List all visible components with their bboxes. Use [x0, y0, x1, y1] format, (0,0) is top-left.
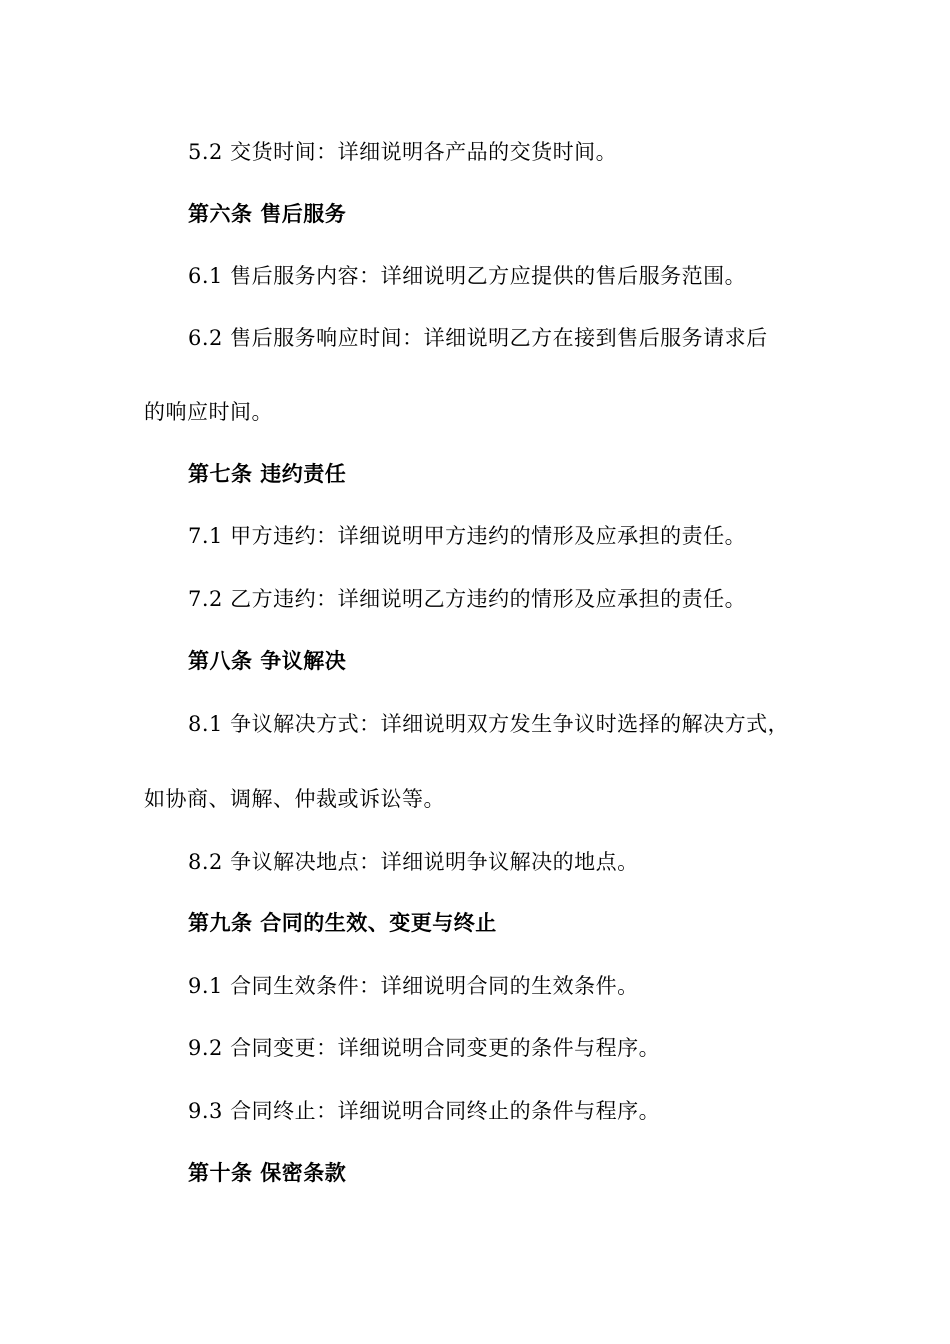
clause-7-2: 7.2 乙方违约：详细说明乙方违约的情形及应承担的责任。	[188, 587, 747, 611]
article-8-heading: 第八条 争议解决	[188, 648, 347, 673]
article-7-heading: 第七条 违约责任	[188, 461, 347, 486]
clause-9-1: 9.1 合同生效条件：详细说明合同的生效条件。	[188, 974, 639, 998]
clause-9-3: 9.3 合同终止：详细说明合同终止的条件与程序。	[188, 1099, 661, 1123]
clause-9-2: 9.2 合同变更：详细说明合同变更的条件与程序。	[188, 1036, 661, 1060]
article-10-heading: 第十条 保密条款	[188, 1160, 347, 1185]
article-9-heading: 第九条 合同的生效、变更与终止	[188, 910, 497, 935]
clause-5-2: 5.2 交货时间：详细说明各产品的交货时间。	[188, 140, 618, 164]
clause-6-2-continued: 的响应时间。	[144, 400, 273, 424]
clause-7-1: 7.1 甲方违约：详细说明甲方违约的情形及应承担的责任。	[188, 524, 747, 548]
clause-8-1: 8.1 争议解决方式：详细说明双方发生争议时选择的解决方式，	[188, 712, 790, 736]
clause-8-1-continued: 如协商、调解、仲裁或诉讼等。	[144, 787, 445, 811]
article-6-heading: 第六条 售后服务	[188, 201, 347, 226]
clause-6-1: 6.1 售后服务内容：详细说明乙方应提供的售后服务范围。	[188, 264, 747, 288]
clause-8-2: 8.2 争议解决地点：详细说明争议解决的地点。	[188, 850, 639, 874]
clause-6-2: 6.2 售后服务响应时间：详细说明乙方在接到售后服务请求后	[188, 326, 768, 350]
